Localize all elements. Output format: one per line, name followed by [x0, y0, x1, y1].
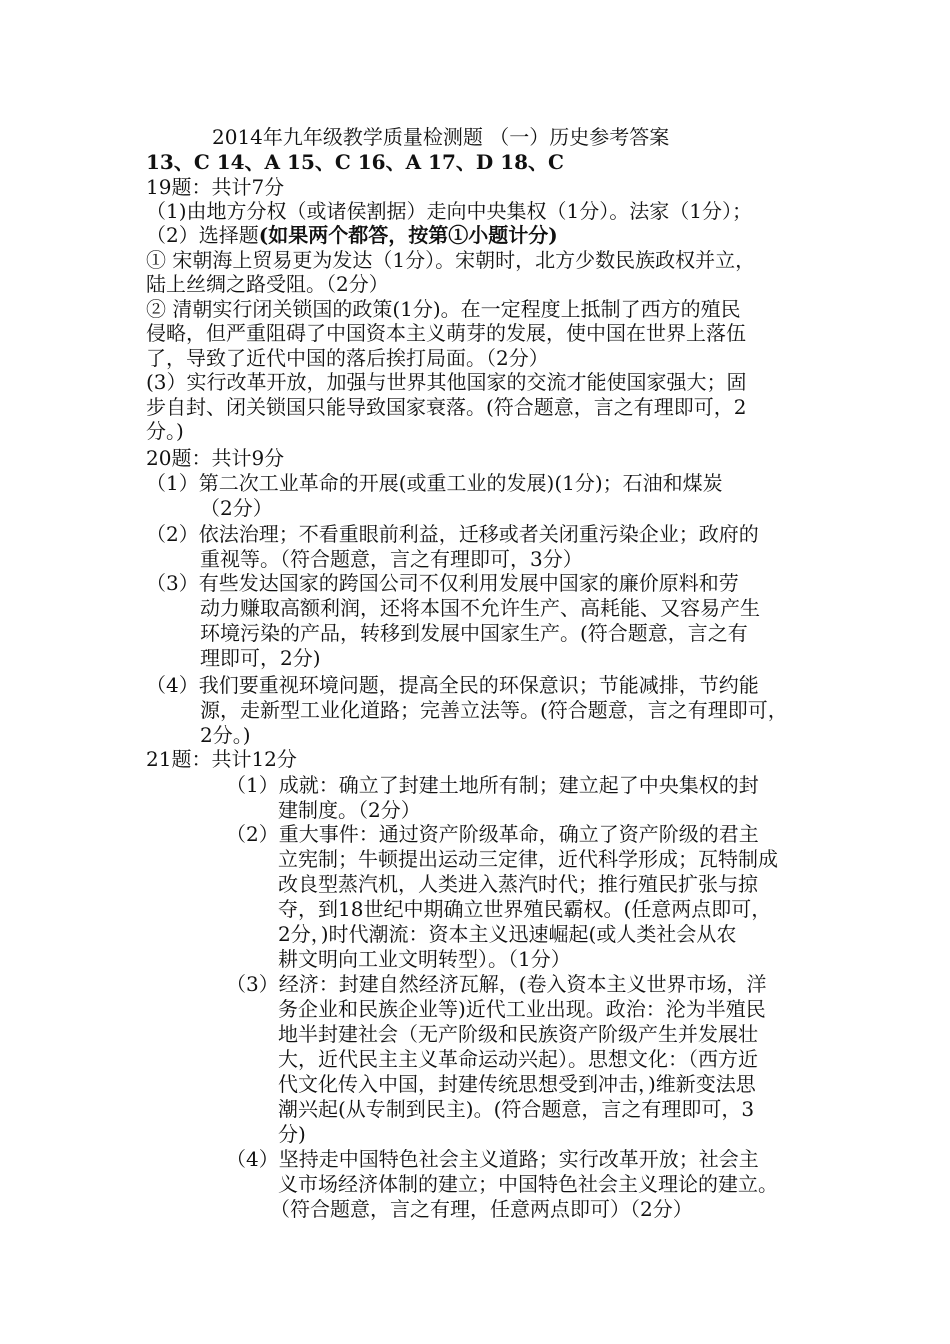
q21-answer3-line3: 地半封建社会（无产阶级和民族资产阶级产生并发展壮 [278, 1022, 758, 1046]
q21-answer1-line2: 建制度。（2分） [278, 798, 421, 822]
q21-answer3-line5: 代文化传入中国，封建传统思想受到冲击，)维新变法思 [278, 1072, 756, 1096]
q21-answer3-line2: 务企业和民族企业等)近代工业出现。政治：沦为半殖民 [278, 997, 766, 1021]
q21-answer4-line3: （符合题意，言之有理，任意两点即可）（2分） [270, 1197, 693, 1221]
q19-part2-note: (如果两个都答，按第①小题计分) [258, 223, 558, 247]
q21-answer4-line1: （4）坚持走中国特色社会主义道路；实行改革开放；社会主 [226, 1147, 759, 1171]
q21-answer2-line2: 立宪制；牛顿提出运动三定律，近代科学形成；瓦特制成 [278, 847, 778, 871]
q20-answer2-line2: 重视等。（符合题意，言之有理即可，3分） [200, 547, 583, 571]
q21-answer3-line6: 潮兴起(从专制到民主)。(符合题意，言之有理即可，3 [278, 1097, 755, 1121]
q19-part3-line1: (3）实行改革开放，加强与世界其他国家的交流才能使国家强大；固 [146, 370, 747, 394]
q20-answer3-line4: 理即可，2分) [200, 646, 321, 670]
q21-answer3-line7: 分) [278, 1122, 306, 1146]
q20-answer4-line2: 源，走新型工业化道路；完善立法等。(符合题意，言之有理即可， [200, 698, 788, 722]
q20-header: 20题：共计9分 [146, 446, 285, 470]
page-title: 2014年九年级教学质量检测题 （一）历史参考答案 [212, 125, 670, 149]
q21-answer4-line2: 义市场经济体制的建立；中国特色社会主义理论的建立。 [278, 1172, 778, 1196]
q21-answer2-line1: （2）重大事件：通过资产阶级革命，确立了资产阶级的君主 [226, 822, 759, 846]
q19-part2-prefix: （2）选择题 [146, 223, 259, 247]
q20-answer3-line1: （3）有些发达国家的跨国公司不仅利用发展中国家的廉价原料和劳 [146, 571, 739, 595]
q19-option2-line2: 侵略，但严重阻碍了中国资本主义萌芽的发展，使中国在世界上落伍 [146, 321, 746, 345]
q19-option1-line2: 陆上丝绸之路受阻。（2分） [146, 272, 389, 296]
q19-option1-line1: ① 宋朝海上贸易更为发达（1分）。宋朝时，北方少数民族政权并立， [146, 248, 756, 272]
q19-part3-line3: 分。) [146, 419, 184, 443]
q21-answer3-line4: 大，近代民主主义革命运动兴起）。思想文化：（西方近 [278, 1047, 758, 1071]
q19-part3-line2: 步自封、闭关锁国只能导致国家衰落。(符合题意，言之有理即可，2 [146, 395, 747, 419]
multiple-choice-answers: 13、C 14、A 15、C 16、A 17、D 18、C [146, 150, 564, 174]
q20-answer1-line2: （2分） [200, 496, 273, 520]
q21-answer1-line1: （1）成就：确立了封建土地所有制；建立起了中央集权的封 [226, 773, 759, 797]
q20-answer4-line1: （4）我们要重视环境问题，提高全民的环保意识；节能减排，节约能 [146, 673, 759, 697]
q21-answer2-line6: 耕文明向工业文明转型）。（1分） [278, 947, 571, 971]
q21-answer2-line3: 改良型蒸汽机，人类进入蒸汽时代；推行殖民扩张与掠 [278, 872, 758, 896]
q20-answer4-line3: 2分。) [200, 723, 251, 747]
q21-header: 21题：共计12分 [146, 747, 297, 771]
q20-answer2-line1: （2）依法治理；不看重眼前利益，迁移或者关闭重污染企业；政府的 [146, 522, 759, 546]
q20-answer1-line1: （1）第二次工业革命的开展(或重工业的发展)(1分)；石油和煤炭 [146, 471, 723, 495]
q20-answer3-line3: 环境污染的产品，转移到发展中国家生产。(符合题意，言之有 [200, 621, 748, 645]
q19-part2-line [146, 223, 558, 247]
q21-answer2-line4: 夺，到18世纪中期确立世界殖民霸权。(任意两点即可， [278, 897, 772, 921]
q19-part1: （1)由地方分权（或诸侯割据）走向中央集权（1分）。法家（1分）； [146, 199, 752, 223]
q19-header: 19题：共计7分 [146, 175, 285, 199]
q19-option2-line1: ② 清朝实行闭关锁国的政策(1分)。在一定程度上抵制了西方的殖民 [146, 297, 741, 321]
q20-answer3-line2: 动力赚取高额利润，还将本国不允许生产、高耗能、又容易产生 [200, 596, 760, 620]
q21-answer2-line5: 2分，)时代潮流：资本主义迅速崛起(或人类社会从农 [278, 922, 737, 946]
q21-answer3-line1: （3）经济：封建自然经济瓦解，(卷入资本主义世界市场，洋 [226, 972, 767, 996]
q19-option2-line3: 了，导致了近代中国的落后挨打局面。（2分） [146, 346, 549, 370]
